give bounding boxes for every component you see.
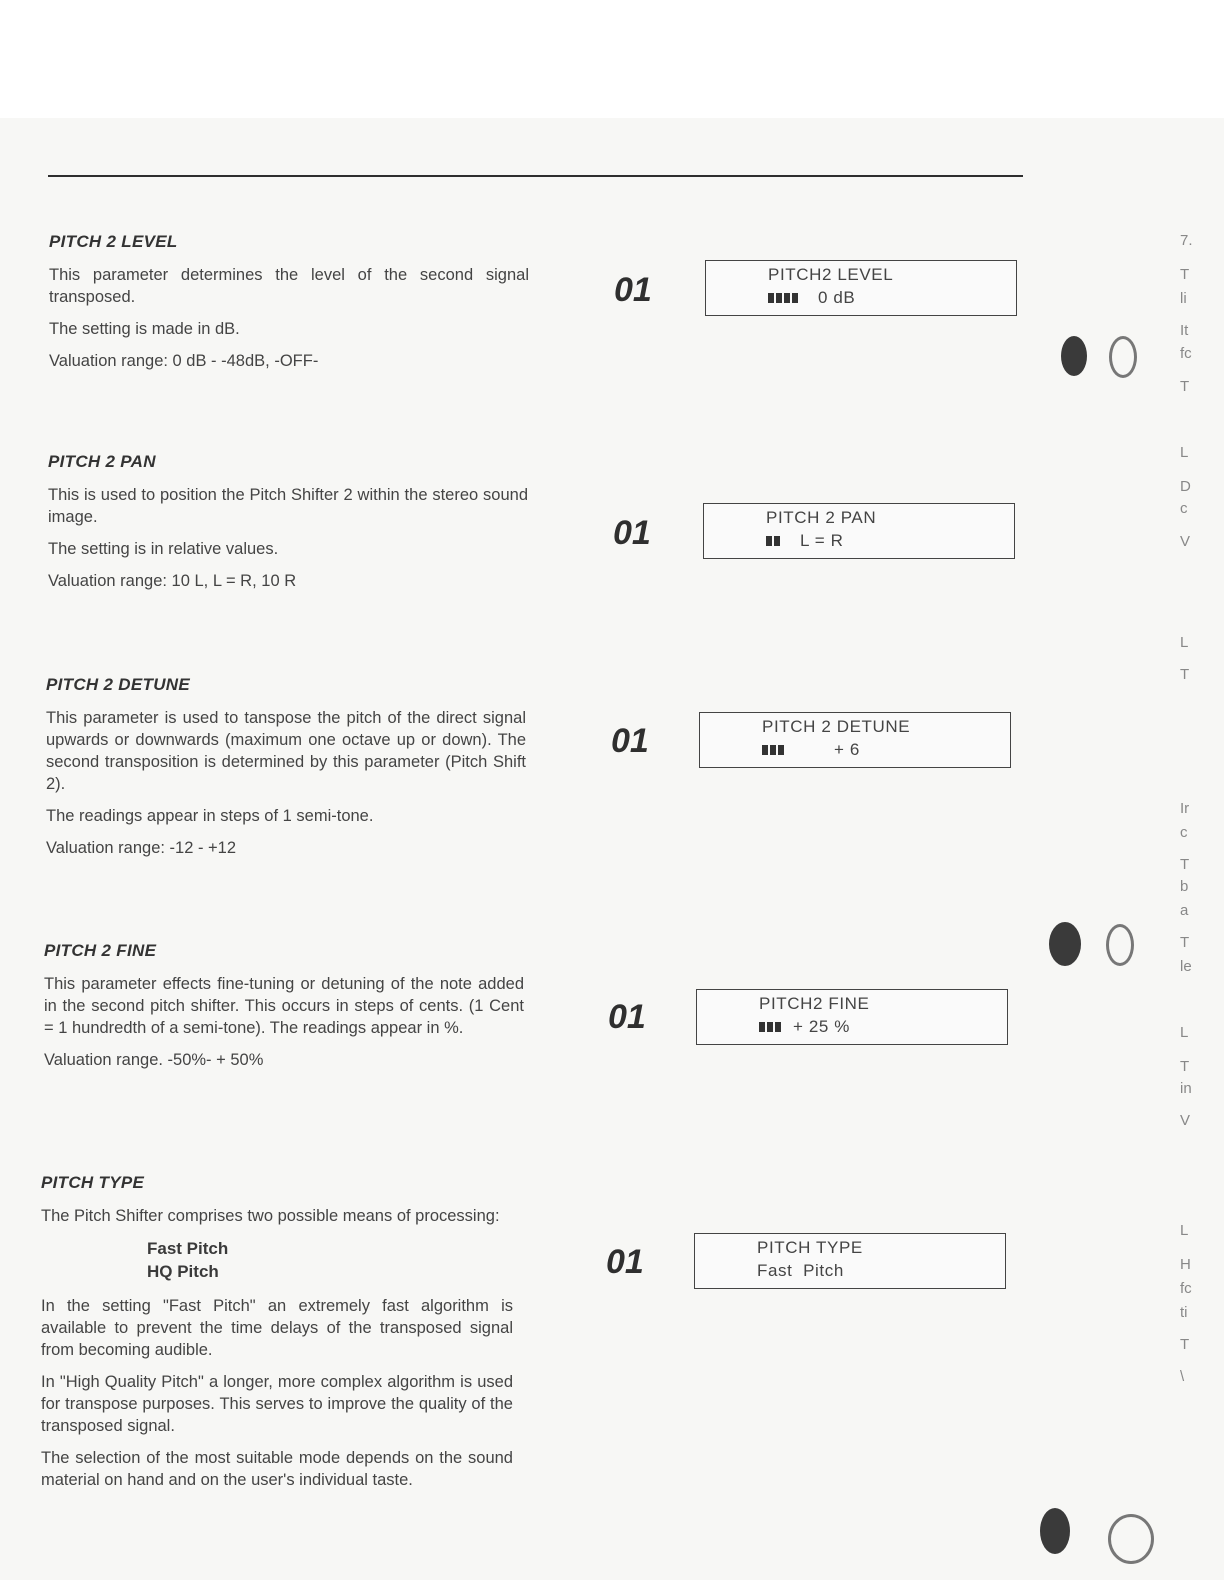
section-pitch2-fine [44,941,524,1081]
display-number: 01 [611,722,649,760]
lcd-line-1: PITCH TYPE [757,1238,863,1257]
display-number: 01 [613,514,651,552]
section-paragraph: The setting is made in dB. [49,320,240,338]
level-bars [762,745,784,755]
level-bar-segment [792,293,798,303]
section-pitch2-pan [48,452,528,602]
section-paragraph: The setting is in relative values. [48,540,279,558]
option-item: HQ Pitch [147,1262,219,1281]
binder-hole-mark [1049,922,1081,966]
page-header-area [0,0,1224,118]
lcd-display-pitch2-detune [699,712,1011,768]
binder-hole-mark [1061,336,1087,376]
lcd-line-2 [762,740,860,760]
lcd-value: Fast Pitch [757,1261,844,1280]
header-rule [48,175,1023,177]
option-list [41,1237,513,1283]
lcd-value: L = R [800,531,844,550]
section-paragraph: This parameter is used to tanspose the pitch of the direct signal upwards or downwards (maximum one octave up or down). The second transposition is determined by this parameter (Pitch Shift 2). [46,709,526,793]
lcd-line-1: PITCH2 FINE [759,994,870,1013]
section-pitch-type [41,1173,513,1501]
lcd-line-1: PITCH 2 DETUNE [762,717,911,736]
section-paragraph: This parameter determines the level of the second signal transposed. [49,266,529,306]
lcd-display-pitch2-fine [696,989,1008,1045]
level-bars [768,293,798,303]
level-bar-segment [767,1022,773,1032]
binder-hole-mark [1040,1508,1070,1554]
section-paragraph: The readings appear in steps of 1 semi-tone. [46,807,374,825]
section-paragraph: In the setting "Fast Pitch" an extremely fast algorithm is available to prevent the time delays of the transposed signal from becoming audible. [41,1297,513,1359]
option-item: Fast Pitch [147,1239,229,1258]
lcd-line-1: PITCH2 LEVEL [768,265,894,284]
lcd-display-pitch2-level [705,260,1017,316]
level-bar-segment [776,293,782,303]
level-bar-segment [766,536,772,546]
level-bar-segment [759,1022,765,1032]
section-paragraph: Valuation range. -50%- + 50% [44,1051,264,1069]
level-bar-segment [784,293,790,303]
binder-hole-ring [1106,924,1134,966]
level-bar-segment [770,745,776,755]
level-bar-segment [768,293,774,303]
level-bar-segment [762,745,768,755]
lcd-display-pitch-type [694,1233,1006,1289]
section-title: PITCH 2 DETUNE [46,675,190,694]
level-bars [766,536,780,546]
lcd-line-2 [766,531,843,551]
lcd-line-2 [757,1261,844,1281]
section-paragraph: Valuation range: 10 L, L = R, 10 R [48,572,297,590]
display-number: 01 [614,271,652,309]
level-bar-segment [778,745,784,755]
section-paragraph: This parameter effects fine-tuning or detuning of the note added in the second pitch shifter. This occurs in steps of cents. (1 Cent = 1 hundredth of a semi-tone). The readings appear in %. [44,975,524,1037]
lcd-value: + 6 [834,740,860,759]
section-pitch2-detune [46,675,526,869]
section-pitch2-level [49,232,529,382]
section-paragraph: The Pitch Shifter comprises two possible means of processing: [41,1207,500,1225]
section-title: PITCH 2 LEVEL [49,232,178,251]
section-paragraph: In "High Quality Pitch" a longer, more complex algorithm is used for transpose purposes. This serves to improve the quality of the transposed signal. [41,1373,513,1435]
lcd-value: 0 dB [818,288,856,307]
binder-hole-ring [1108,1514,1154,1564]
lcd-display-pitch2-pan [703,503,1015,559]
binder-hole-ring [1109,336,1137,378]
level-bars [759,1022,781,1032]
section-title: PITCH TYPE [41,1173,145,1192]
section-paragraph: The selection of the most suitable mode depends on the sound material on hand and on the user's individual taste. [41,1449,513,1489]
level-bar-segment [775,1022,781,1032]
section-title: PITCH 2 FINE [44,941,157,960]
lcd-value: + 25 % [793,1017,850,1036]
display-number: 01 [608,998,646,1036]
section-paragraph: This is used to position the Pitch Shifter 2 within the stereo sound image. [48,486,528,526]
display-number: 01 [606,1243,644,1281]
level-bar-segment [774,536,780,546]
section-title: PITCH 2 PAN [48,452,156,471]
section-paragraph: Valuation range: -12 - +12 [46,839,237,857]
lcd-line-2 [759,1017,850,1037]
lcd-line-2 [768,288,855,308]
lcd-line-1: PITCH 2 PAN [766,508,877,527]
section-paragraph: Valuation range: 0 dB - -48dB, -OFF- [49,352,319,370]
